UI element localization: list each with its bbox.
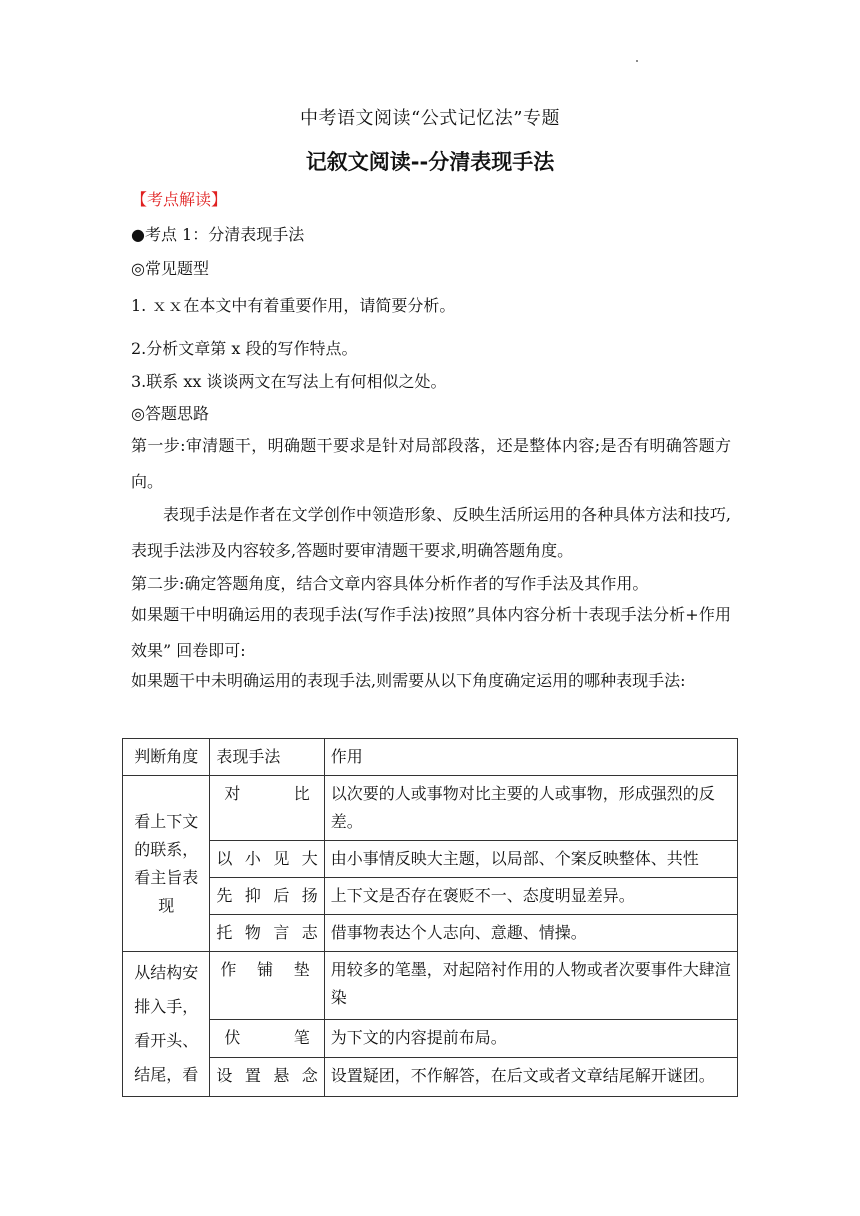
table-row — [123, 1058, 738, 1097]
technique-cell: 对比 — [210, 776, 324, 841]
table-row — [123, 952, 738, 1020]
question-item-3: 3.联系 xx 谈谈两文在写法上有何相似之处。 — [131, 372, 447, 391]
table-header-row — [123, 739, 738, 776]
question-item-2: 2.分析文章第 x 段的写作特点。 — [131, 339, 358, 358]
header-cell: 判断角度 — [123, 739, 210, 776]
technique-table — [122, 738, 738, 1097]
technique-cell: 伏笔 — [210, 1019, 324, 1058]
effect-cell: 由小事情反映大主题，以局部、个案反映整体、共性 — [324, 841, 737, 878]
technique-cell: 先抑后扬 — [210, 878, 324, 915]
section-heading: 【考点解读】 — [131, 190, 228, 209]
effect-cell: 借事物表达个人志向、意趣、情操。 — [324, 915, 737, 952]
point-heading: ●考点 1：分清表现手法 — [131, 225, 305, 244]
table-row — [123, 1019, 738, 1058]
step-one-paragraph: 第一步:审清题干，明确题干要求是针对局部段落，还是整体内容;是否有明确答题方向。 — [131, 436, 731, 491]
question-item-1: 1. ｘｘ在本文中有着重要作用，请简要分析。 — [131, 296, 456, 315]
effect-cell: 设置疑团，不作解答，在后文或者文章结尾解开谜团。 — [324, 1058, 737, 1097]
technique-cell: 设置悬念 — [210, 1058, 324, 1097]
step-two-paragraph: 第二步:确定答题角度，结合文章内容具体分析作者的写作手法及其作用。 — [131, 574, 649, 593]
document-subtitle: 中考语文阅读“公式记忆法”专题 — [300, 108, 560, 129]
effect-cell: 上下文是否存在褒贬不一、态度明显差异。 — [324, 878, 737, 915]
effect-cell: 为下文的内容提前布局。 — [324, 1019, 737, 1058]
header-cell: 作用 — [324, 739, 737, 776]
header-cell: 表现手法 — [210, 739, 324, 776]
angle-cell: 看上下文的联系，看主旨表现 — [123, 776, 210, 952]
table-row — [123, 776, 738, 841]
explicit-technique-paragraph: 如果题干中明确运用的表现手法(写作手法)按照”具体内容分析十表现手法分析+作用效果” 回卷即可: — [131, 605, 731, 660]
question-types-heading: ◎常见题型 — [131, 259, 209, 278]
table-row — [123, 878, 738, 915]
technique-cell: 托物言志 — [210, 915, 324, 952]
effect-cell: 用较多的笔墨，对起陪衬作用的人物或者次要事件大肆渲染 — [324, 952, 737, 1020]
effect-cell: 以次要的人或事物对比主要的人或事物，形成强烈的反差。 — [324, 776, 737, 841]
answer-approach-heading: ◎答题思路 — [131, 404, 209, 423]
document-title: 记叙文阅读--分清表现手法 — [305, 150, 555, 174]
implicit-technique-paragraph: 如果题干中未明确运用的表现手法,则需要从以下角度确定运用的哪种表现手法: — [131, 671, 686, 690]
table-row — [123, 841, 738, 878]
technique-cell: 以小见大 — [210, 841, 324, 878]
table-row — [123, 915, 738, 952]
page-mark — [636, 60, 638, 62]
angle-cell: 从结构安排入手，看开头、结尾，看 — [123, 952, 210, 1097]
technique-cell: 作铺垫 — [210, 952, 324, 1020]
technique-paragraph: 表现手法是作者在文学创作中领造形象、反映生活所运用的各种具体方法和技巧,表现手法涉及内容较多,答题时要审清题干要求,明确答题角度。 — [131, 505, 731, 560]
